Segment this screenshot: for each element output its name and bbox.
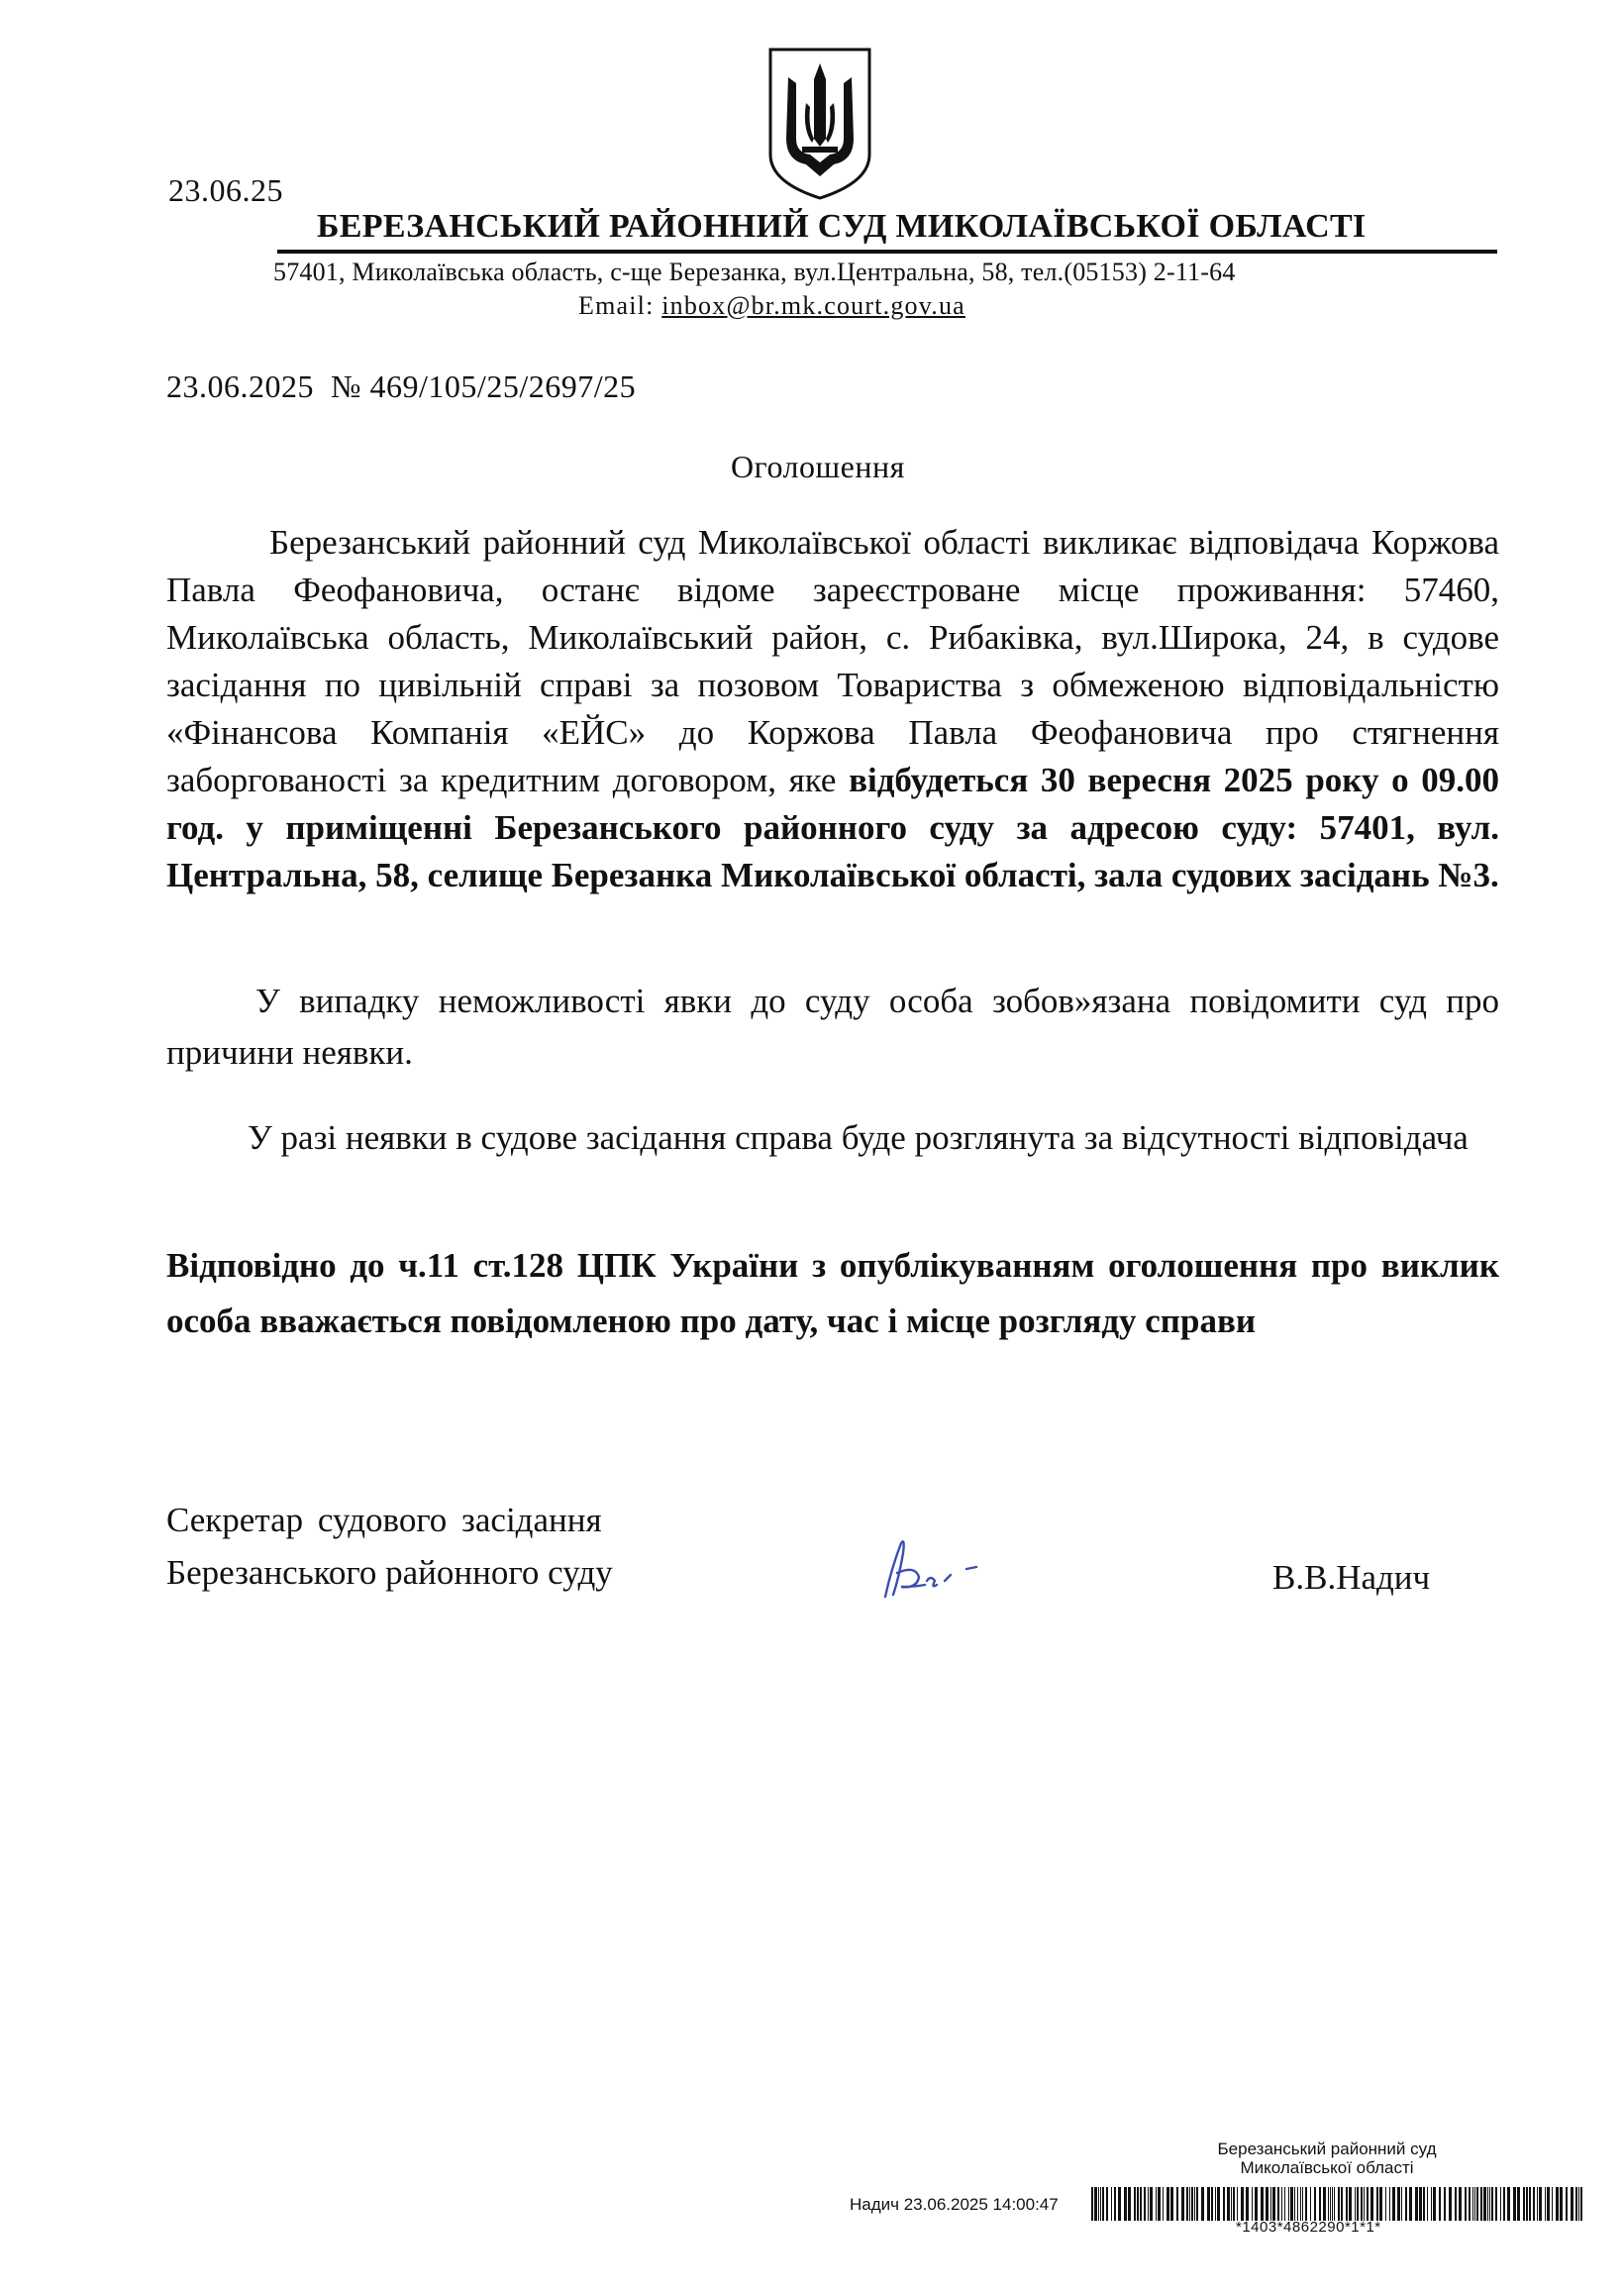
barcode-bar xyxy=(1539,2187,1542,2221)
registration-stamp-court xyxy=(1178,2139,1475,2177)
tryzub-coat-of-arms-icon xyxy=(762,44,877,202)
barcode-bar xyxy=(1566,2187,1568,2221)
stamp-court-line2: Миколаївської області xyxy=(1240,2158,1414,2177)
barcode-bar xyxy=(1480,2187,1482,2221)
reference-date: 23.06.2025 xyxy=(166,368,314,404)
barcode-bar xyxy=(1495,2187,1497,2221)
barcode-bar xyxy=(1503,2187,1505,2221)
default-hearing-paragraph: У разі неявки в судове засідання справа буде розглянута за відсутності відповідача xyxy=(248,1118,1469,1157)
barcode-bar xyxy=(1385,2187,1386,2221)
barcode-bar xyxy=(1237,2187,1238,2221)
barcode-bar xyxy=(1186,2187,1188,2221)
barcode-bar xyxy=(1176,2187,1178,2221)
barcode-bar xyxy=(1261,2187,1264,2221)
barcode-bar xyxy=(1111,2187,1112,2221)
barcode-bar xyxy=(1392,2187,1395,2221)
barcode-bar xyxy=(1449,2187,1452,2221)
barcode-bar xyxy=(1419,2187,1422,2221)
barcode-bar xyxy=(1297,2187,1298,2221)
barcode-bar xyxy=(1310,2187,1311,2221)
barcode-bar xyxy=(1194,2187,1195,2221)
barcode-bar xyxy=(1469,2187,1471,2221)
absence-notice-paragraph: У випадку неможливості явки до суду особа зобов»язана повідомити суд про причини неявки. xyxy=(166,982,1499,1072)
barcode-bar xyxy=(1472,2187,1473,2221)
barcode-bar xyxy=(1207,2187,1210,2221)
barcode-bar xyxy=(1100,2187,1101,2221)
barcode-bar xyxy=(1148,2187,1149,2221)
barcode-bar xyxy=(1444,2187,1446,2221)
barcode-bar xyxy=(1201,2187,1204,2221)
barcode-bar xyxy=(1500,2187,1501,2221)
barcode-bar xyxy=(1091,2187,1093,2221)
barcode-bar xyxy=(1338,2187,1340,2221)
barcode-bar xyxy=(1533,2187,1535,2221)
barcode-bar xyxy=(1272,2187,1275,2221)
barcode-number: *1403*4862290*1*1* xyxy=(1236,2219,1381,2236)
barcode-bar xyxy=(1455,2187,1457,2221)
summons-text: Березанський районний суд Миколаївської області викликає відповідача Коржова Павла Феофановича, останє відоме зареєстроване місце проживання: 57460, Миколаївська область, Миколаївський район, с. Рибаківка, вул.Широка, 24, в судове засідання по цивільній справі за позовом Товариства з обмеженою відповідальністю «Фінансова Компанія «ЕЙС» до Коржова Павла Феофановича про стягнення заборгованості за кредитним договором, яке xyxy=(166,523,1499,799)
barcode-bar xyxy=(1357,2187,1359,2221)
barcode-bar xyxy=(1137,2187,1139,2221)
barcode-bar xyxy=(1376,2187,1378,2221)
barcode-bar xyxy=(1098,2187,1099,2221)
signer-name: В.В.Надич xyxy=(1272,1558,1431,1597)
barcode-bar xyxy=(1370,2187,1373,2221)
barcode-bar xyxy=(1170,2187,1173,2221)
barcode-bar xyxy=(1341,2187,1343,2221)
legal-basis-paragraph: Відповідно до ч.11 ст.128 ЦПК України з опублікуванням оголошення про виклик особа вважається повідомленою про дату, час і місце розгляду справи xyxy=(166,1246,1499,1340)
document-date-short: 23.06.25 xyxy=(168,172,283,208)
barcode-bar xyxy=(1397,2187,1400,2221)
signer-position-line1: Секретар судового засідання xyxy=(166,1501,602,1539)
barcode-bar xyxy=(1281,2187,1282,2221)
barcode-bar xyxy=(1156,2187,1157,2221)
barcode-bar xyxy=(1465,2187,1467,2221)
barcode-bar xyxy=(1361,2187,1363,2221)
email-label: Email: xyxy=(578,291,662,320)
barcode-bar xyxy=(1513,2187,1516,2221)
barcode-bar xyxy=(1545,2187,1546,2221)
barcode-bar xyxy=(1255,2187,1258,2221)
barcode-bar xyxy=(1526,2187,1528,2221)
barcode-bar xyxy=(1364,2187,1365,2221)
barcode-bar xyxy=(1423,2187,1425,2221)
court-address: 57401, Миколаївська область, с-ще Березанка, вул.Центральна, 58, тел.(05153) 2-11-64 xyxy=(273,258,1236,286)
barcode-bar xyxy=(1556,2187,1559,2221)
signer-position-line2: Березанського районного суду xyxy=(166,1553,613,1592)
barcode-bar xyxy=(1319,2187,1321,2221)
barcode-bar xyxy=(1128,2187,1131,2221)
reference-line xyxy=(166,368,636,405)
barcode-bar xyxy=(1223,2187,1225,2221)
barcode-bar xyxy=(1277,2187,1279,2221)
barcode-bar xyxy=(1523,2187,1525,2221)
barcode-bar xyxy=(1507,2187,1510,2221)
barcode-bar xyxy=(1415,2187,1418,2221)
barcode-bar xyxy=(1102,2187,1104,2221)
barcode-bar xyxy=(1332,2187,1333,2221)
barcode-bar xyxy=(1241,2187,1244,2221)
barcode-bar xyxy=(1124,2187,1127,2221)
court-email-link[interactable]: inbox@br.mk.court.gov.ua xyxy=(661,291,965,320)
barcode-bar xyxy=(1491,2187,1493,2221)
barcode-bar xyxy=(1547,2187,1550,2221)
header-rule xyxy=(277,250,1497,254)
barcode-bar xyxy=(1439,2187,1441,2221)
barcode-bar xyxy=(1302,2187,1303,2221)
notice-title: Оголошення xyxy=(731,449,905,484)
barcode-bar xyxy=(1474,2187,1475,2221)
reference-number: № 469/105/25/2697/25 xyxy=(331,368,637,404)
barcode-bar xyxy=(1552,2187,1553,2221)
barcode-bar xyxy=(1314,2187,1316,2221)
barcode-bar xyxy=(1578,2187,1579,2221)
barcode-bar xyxy=(1489,2187,1490,2221)
barcode-bar xyxy=(1196,2187,1198,2221)
summons-paragraph xyxy=(166,519,1499,899)
barcode-bar xyxy=(1118,2187,1121,2221)
barcode-bar xyxy=(1334,2187,1335,2221)
court-email-line xyxy=(578,291,965,321)
barcode-bar xyxy=(1389,2187,1390,2221)
barcode-bar xyxy=(1246,2187,1249,2221)
barcode-bar xyxy=(1330,2187,1331,2221)
barcode-bar xyxy=(1231,2187,1232,2221)
barcode-bar xyxy=(1163,2187,1164,2221)
barcode-bar xyxy=(1323,2187,1326,2221)
barcode-bar xyxy=(1140,2187,1142,2221)
registration-barcode xyxy=(1091,2187,1586,2221)
barcode-bar xyxy=(1189,2187,1190,2221)
barcode-bar xyxy=(1367,2187,1369,2221)
barcode-bar xyxy=(1233,2187,1235,2221)
barcode-bar xyxy=(1476,2187,1478,2221)
barcode-bar xyxy=(1517,2187,1520,2221)
barcode-bar xyxy=(1305,2187,1307,2221)
barcode-bar xyxy=(1433,2187,1436,2221)
barcode-bar xyxy=(1409,2187,1412,2221)
barcode-bar xyxy=(1401,2187,1402,2221)
registration-user-time: Надич 23.06.2025 14:00:47 xyxy=(850,2195,1059,2214)
barcode-bar xyxy=(1252,2187,1253,2221)
barcode-bar xyxy=(1537,2187,1538,2221)
barcode-bar xyxy=(1349,2187,1352,2221)
barcode-bar xyxy=(1227,2187,1230,2221)
barcode-bar xyxy=(1181,2187,1184,2221)
barcode-bar xyxy=(1150,2187,1153,2221)
barcode-bar xyxy=(1483,2187,1486,2221)
barcode-bar xyxy=(1284,2187,1285,2221)
barcode-bar xyxy=(1405,2187,1407,2221)
barcode-bar xyxy=(1211,2187,1213,2221)
barcode-bar xyxy=(1114,2187,1116,2221)
barcode-bar xyxy=(1571,2187,1573,2221)
barcode-bar xyxy=(1134,2187,1136,2221)
barcode-bar xyxy=(1580,2187,1582,2221)
barcode-bar xyxy=(1294,2187,1295,2221)
barcode-bar xyxy=(1529,2187,1531,2221)
barcode-bar xyxy=(1290,2187,1293,2221)
barcode-bar xyxy=(1191,2187,1193,2221)
barcode-bar xyxy=(1288,2187,1289,2221)
barcode-bar xyxy=(1328,2187,1329,2221)
barcode-bar xyxy=(1431,2187,1432,2221)
barcode-bar xyxy=(1270,2187,1271,2221)
barcode-bar xyxy=(1427,2187,1428,2221)
barcode-bar xyxy=(1379,2187,1382,2221)
barcode-bar xyxy=(1144,2187,1146,2221)
barcode-bar xyxy=(1346,2187,1348,2221)
barcode-bar xyxy=(1094,2187,1097,2221)
barcode-bar xyxy=(1300,2187,1301,2221)
barcode-bar xyxy=(1487,2187,1488,2221)
handwritten-signature xyxy=(871,1529,990,1609)
barcode-bar xyxy=(1575,2187,1577,2221)
barcode-bar xyxy=(1215,2187,1216,2221)
barcode-bar xyxy=(1459,2187,1462,2221)
barcode-bar xyxy=(1167,2187,1169,2221)
court-name-heading: БЕРЕЗАНСЬКИЙ РАЙОННИЙ СУД МИКОЛАЇВСЬКОЇ ОБЛАСТІ xyxy=(317,208,1367,245)
stamp-court-line1: Березанський районний суд xyxy=(1217,2139,1437,2158)
barcode-bar xyxy=(1560,2187,1563,2221)
hearing-details: відбудеться 30 вересня 2025 року о 09.00 год. у приміщенні Березанського районного суду за адресою суду: 57401, вул. Центральна, 58, селище Березанка Миколаївської області, зала судових засідань №3. xyxy=(166,761,1499,894)
barcode-bar xyxy=(1266,2187,1268,2221)
barcode-bar xyxy=(1355,2187,1356,2221)
barcode-bar xyxy=(1217,2187,1220,2221)
barcode-bar xyxy=(1158,2187,1161,2221)
barcode-bar xyxy=(1106,2187,1108,2221)
